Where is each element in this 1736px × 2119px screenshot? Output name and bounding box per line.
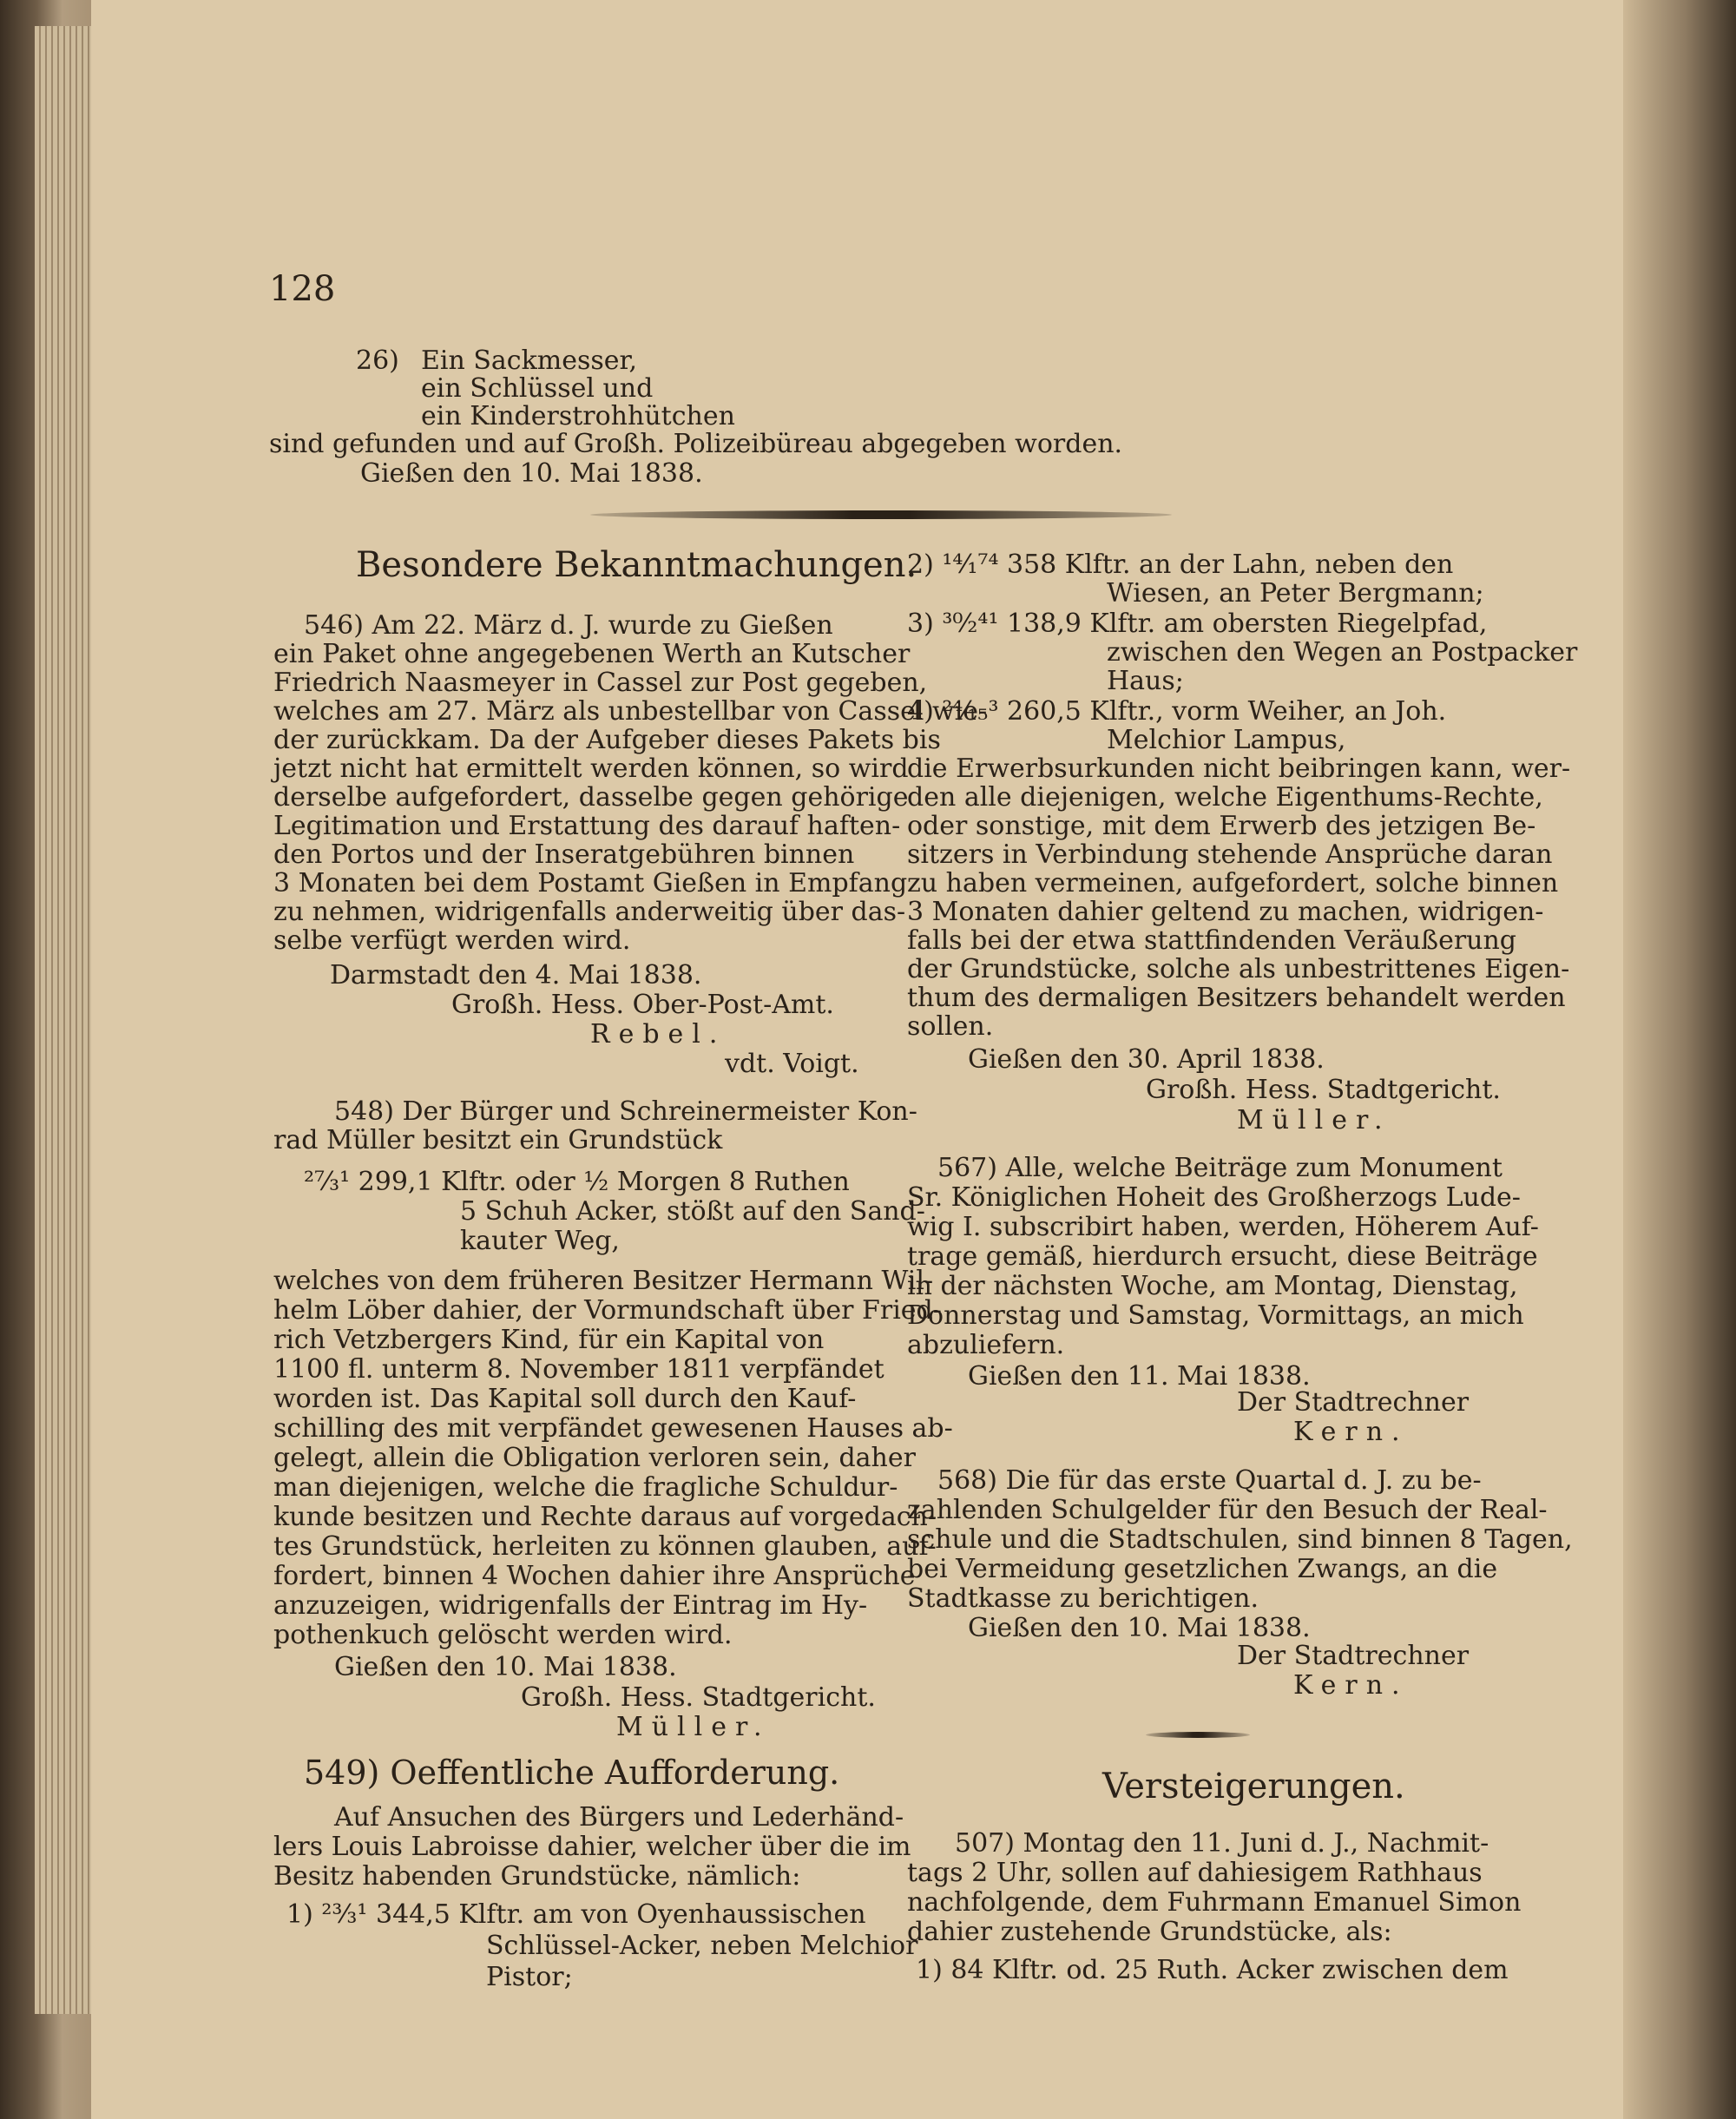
list-item: 4) ²⁴⁄₁₅³ 260,5 Klftr., vorm Weiher, an Joh. — [907, 696, 1447, 727]
text-line: Donnerstag und Samstag, Vormittags, an mich — [907, 1300, 1524, 1331]
notice-authority: Großh. Hess. Stadtgericht. — [1146, 1075, 1501, 1105]
text-line: 1100 fl. unterm 8. November 1811 verpfändet — [273, 1354, 884, 1385]
list-item: Wiesen, an Peter Bergmann; — [1107, 578, 1484, 609]
text-line: pothenkuch gelöscht werden wird. — [273, 1620, 733, 1650]
section-divider — [590, 510, 1172, 519]
text-line: Auf Ansuchen des Bürgers und Lederhänd- — [334, 1802, 904, 1833]
text-line: thum des dermaligen Besitzers behandelt werden — [907, 983, 1566, 1013]
notice-date: Gießen den 10. Mai 1838. — [334, 1652, 677, 1682]
found-item-line: ein Kinderstrohhütchen — [421, 401, 735, 431]
text-line: zu haben vermeinen, aufgefordert, solche binnen — [907, 868, 1559, 898]
text-line: man diejenigen, welche die fragliche Schuldur- — [273, 1472, 898, 1503]
list-item: Pistor; — [486, 1962, 573, 1992]
notice-signer: Müller. — [616, 1712, 771, 1742]
text-line: 568) Die für das erste Quartal d. J. zu be- — [937, 1465, 1482, 1496]
text-line: rad Müller besitzt ein Grundstück — [273, 1125, 723, 1155]
text-line: dahier zustehende Grundstücke, als: — [907, 1917, 1392, 1947]
text-line: welches am 27. März als unbestellbar von Cassel wie- — [273, 696, 988, 727]
text-line: schule und die Stadtschulen, sind binnen 8 Tagen, — [907, 1524, 1573, 1555]
notice-date: Gießen den 30. April 1838. — [968, 1044, 1325, 1075]
notice-date: Gießen den 11. Mai 1838. — [968, 1361, 1311, 1392]
notice-date: Gießen den 10. Mai 1838. — [968, 1613, 1311, 1643]
text-line: lers Louis Labroisse dahier, welcher über die im — [273, 1832, 911, 1862]
list-item: Schlüssel-Acker, neben Melchior — [486, 1931, 918, 1961]
text-line: 3 Monaten bei dem Postamt Gießen in Empfang — [273, 868, 908, 898]
text-line: 507) Montag den 11. Juni d. J., Nachmit- — [955, 1828, 1489, 1859]
text-line: jetzt nicht hat ermittelt werden können, so wird — [273, 753, 909, 784]
text-line: Besitz habenden Grundstücke, nämlich: — [273, 1861, 801, 1892]
list-item: Melchior Lampus, — [1107, 725, 1346, 755]
text-line: den alle diejenigen, welche Eigenthums-Rechte, — [907, 782, 1543, 813]
text-line: Stadtkasse zu berichtigen. — [907, 1583, 1259, 1614]
list-item: 3) ³⁰⁄₂⁴¹ 138,9 Klftr. am obersten Riegelpfad, — [907, 609, 1488, 639]
parcel-line: 5 Schuh Acker, stößt auf den Sand- — [460, 1196, 925, 1227]
text-line: der zurückkam. Da der Aufgeber dieses Pakets bis — [273, 725, 941, 755]
text-line: tes Grundstück, herleiten zu können glauben, auf- — [273, 1531, 937, 1562]
list-item: zwischen den Wegen an Postpacker — [1107, 637, 1578, 668]
text-line: Friedrich Naasmeyer in Cassel zur Post gegeben, — [273, 668, 928, 698]
book-gutter — [1623, 0, 1736, 2119]
notice-authority: Großh. Hess. Ober-Post-Amt. — [451, 990, 834, 1020]
notice-authority: Der Stadtrechner — [1237, 1387, 1470, 1418]
notice-authority: Der Stadtrechner — [1237, 1641, 1470, 1671]
text-line: 548) Der Bürger und Schreinermeister Kon- — [334, 1096, 917, 1127]
notice-date: Darmstadt den 4. Mai 1838. — [330, 960, 702, 990]
text-line: abzuliefern. — [907, 1330, 1065, 1360]
text-line: zahlenden Schulgelder für den Besuch der Real- — [907, 1495, 1548, 1525]
page — [91, 0, 1667, 2119]
text-line: welches von dem früheren Besitzer Hermann Wil- — [273, 1266, 934, 1296]
text-line: in der nächsten Woche, am Montag, Dienstag, — [907, 1271, 1518, 1301]
text-line: selbe verfügt werden wird. — [273, 925, 631, 956]
text-line: Sr. Königlichen Hoheit des Großherzogs Lude- — [907, 1182, 1521, 1213]
text-line: nachfolgende, dem Fuhrmann Emanuel Simon — [907, 1887, 1522, 1918]
text-line: 546) Am 22. März d. J. wurde zu Gießen — [304, 610, 833, 641]
list-item: 1) ²³⁄₃¹ 344,5 Klftr. am von Oyenhaussischen — [286, 1899, 866, 1930]
text-line: kunde besitzen und Rechte daraus auf vorgedach- — [273, 1502, 937, 1532]
notice-signer: Müller. — [1237, 1105, 1391, 1135]
found-item-line: sind gefunden und auf Großh. Polizeibüreau abgegeben worden. — [269, 429, 1123, 459]
text-line: sitzers in Verbindung stehende Ansprüche daran — [907, 839, 1553, 870]
section-heading: Versteigerungen. — [1102, 1767, 1405, 1806]
text-line: schilling des mit verpfändet gewesenen Hauses ab- — [273, 1413, 953, 1444]
text-line: zu nehmen, widrigenfalls anderweitig über das- — [273, 897, 906, 927]
text-line: der Grundstücke, solche als unbestrittenes Eigen- — [907, 954, 1570, 984]
text-line: helm Löber dahier, der Vormundschaft über Fried- — [273, 1295, 942, 1326]
text-line: die Erwerbsurkunden nicht beibringen kann, wer- — [907, 753, 1571, 784]
text-line: rich Vetzbergers Kind, für ein Kapital von — [273, 1325, 825, 1355]
section-heading: Besondere Bekanntmachungen. — [356, 545, 917, 585]
parcel-line: ²⁷⁄₃¹ 299,1 Klftr. oder ½ Morgen 8 Ruthen — [304, 1167, 850, 1197]
found-item-line: ein Schlüssel und — [421, 373, 654, 404]
found-items-number: 26) — [356, 345, 399, 376]
parcel-line: kauter Weg, — [460, 1226, 620, 1256]
found-item-line: Ein Sackmesser, — [421, 345, 638, 376]
text-line: trage gemäß, hierdurch ersucht, diese Beiträge — [907, 1241, 1538, 1272]
text-line: den Portos und der Inseratgebühren binnen — [273, 839, 855, 870]
text-line: worden ist. Das Kapital soll durch den Kauf- — [273, 1384, 857, 1414]
text-line: Legitimation und Erstattung des darauf haften- — [273, 811, 901, 841]
text-line: oder sonstige, mit dem Erwerb des jetzigen Be- — [907, 811, 1536, 841]
text-line: ein Paket ohne angegebenen Werth an Kutscher — [273, 639, 911, 669]
text-line: wig I. subscribirt haben, werden, Höherem Auf- — [907, 1212, 1539, 1242]
notice-heading: 549) Oeffentliche Aufforderung. — [304, 1754, 840, 1792]
text-line: anzuzeigen, widrigenfalls der Eintrag im Hy- — [273, 1590, 868, 1621]
text-line: bei Vermeidung gesetzlichen Zwangs, an die — [907, 1554, 1498, 1584]
text-line: derselbe aufgefordert, dasselbe gegen gehörige — [273, 782, 909, 813]
list-item: 2) ¹⁴⁄₁⁷⁴ 358 Klftr. an der Lahn, neben den — [907, 549, 1454, 580]
notice-authority: Großh. Hess. Stadtgericht. — [521, 1682, 876, 1713]
notice-signer: Kern. — [1293, 1417, 1409, 1447]
found-items-date: Gießen den 10. Mai 1838. — [360, 458, 703, 489]
text-line: falls bei der etwa stattfindenden Veräußerung — [907, 925, 1517, 956]
list-item: 1) 84 Klftr. od. 25 Ruth. Acker zwischen dem — [916, 1955, 1509, 1985]
section-divider — [1146, 1732, 1250, 1738]
text-line: tags 2 Uhr, sollen auf dahiesigem Rathhaus — [907, 1858, 1483, 1888]
text-line: gelegt, allein die Obligation verloren sein, daher — [273, 1443, 916, 1473]
text-line: fordert, binnen 4 Wochen dahier ihre Ansprüche — [273, 1561, 916, 1591]
notice-signer: Kern. — [1293, 1670, 1409, 1701]
page-number: 128 — [269, 269, 336, 309]
notice-vdt: vdt. Voigt. — [725, 1049, 859, 1079]
text-line: sollen. — [907, 1011, 994, 1042]
text-line: 3 Monaten dahier geltend zu machen, widrigen- — [907, 897, 1544, 927]
text-line: 567) Alle, welche Beiträge zum Monument — [937, 1153, 1503, 1183]
notice-signer: Rebel. — [590, 1019, 727, 1050]
list-item: Haus; — [1107, 666, 1184, 696]
